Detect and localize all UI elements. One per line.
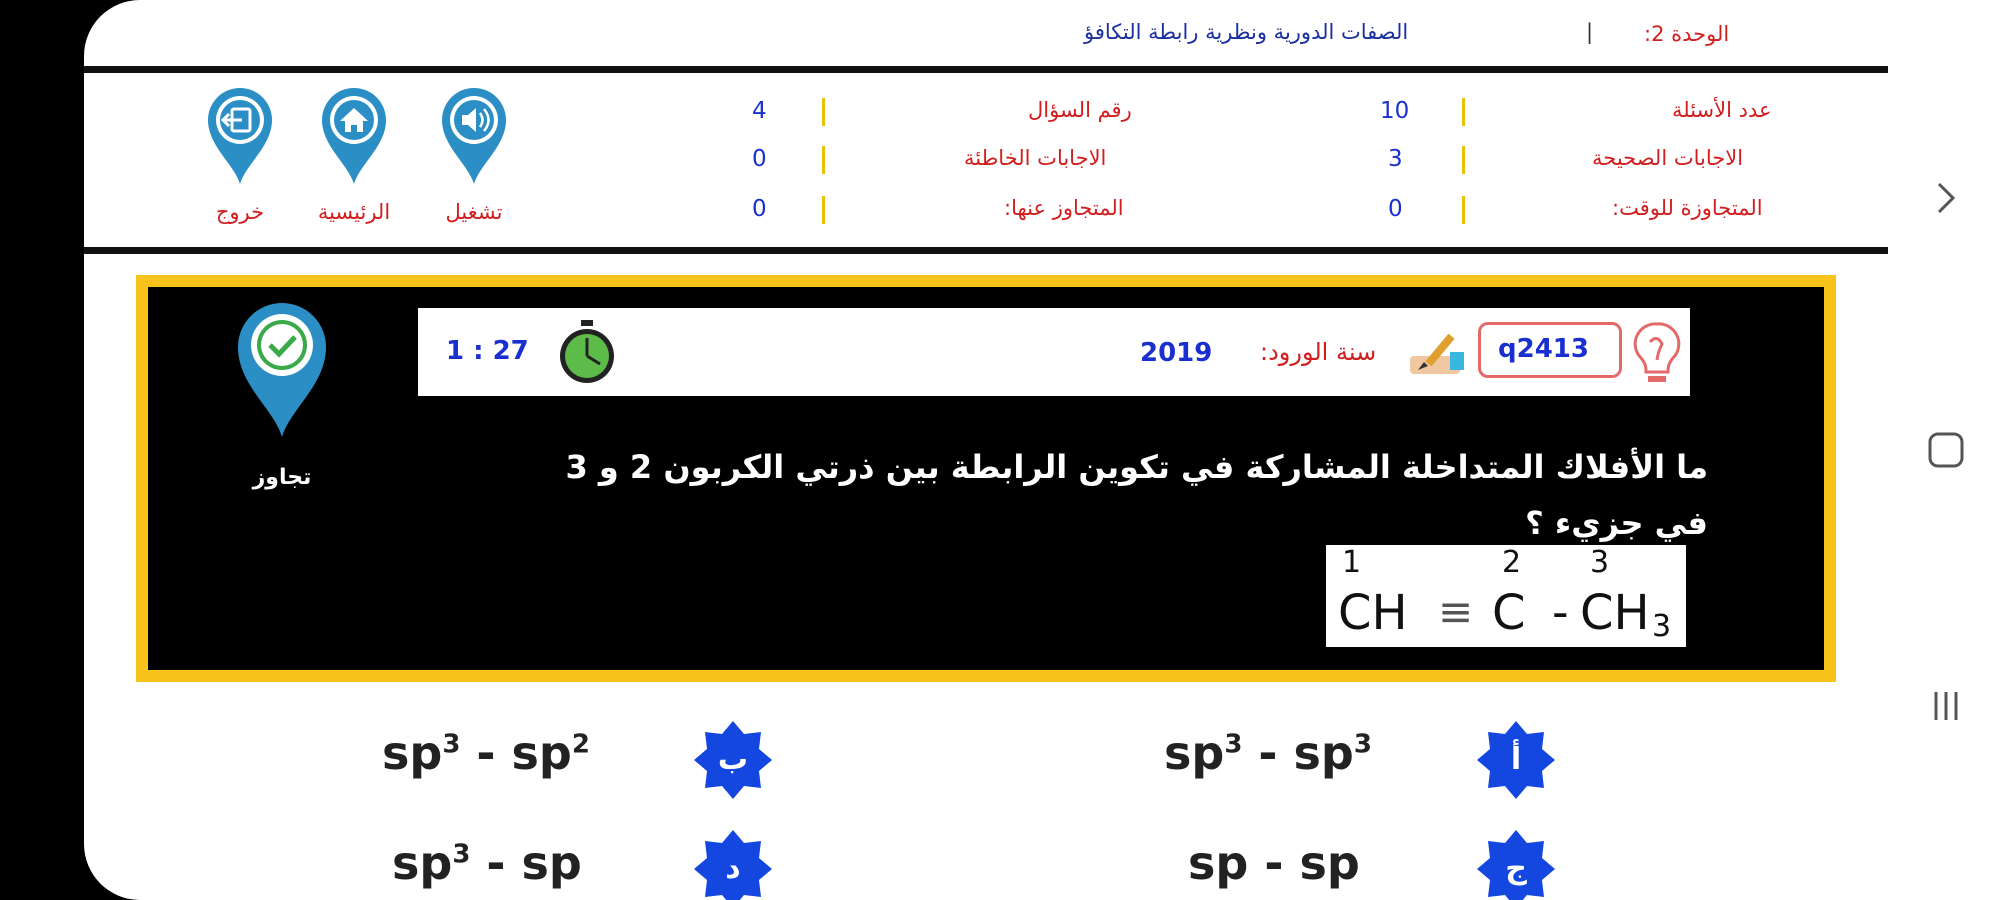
correct-answers-value: 3 (1388, 146, 1403, 172)
chevron-right-icon (1931, 178, 1961, 218)
option-exponent: 2 (571, 729, 590, 760)
option-exponent: 3 (452, 839, 471, 870)
skipped-value: 0 (752, 196, 767, 222)
unit-label: الوحدة 2: (1644, 22, 1730, 46)
option-exponent: 3 (1353, 729, 1372, 760)
atom-1: CH (1338, 585, 1408, 641)
skipped-label: المتجاوز عنها: (1004, 196, 1124, 220)
question-panel (136, 275, 1836, 682)
option-a-letter-wrap (1475, 719, 1557, 801)
exit-icon (204, 86, 276, 186)
triple-bond: ≡ (1438, 587, 1474, 636)
header-divider-top (84, 66, 1888, 73)
stat-separator (1462, 146, 1465, 174)
exit-label: خروج (215, 200, 265, 224)
year-value: 2019 (1140, 338, 1213, 368)
recent-apps-icon (1926, 686, 1966, 726)
system-navigation-bar (1888, 0, 2003, 900)
option-letter: أ (1510, 742, 1522, 777)
option-d-letter-wrap (692, 828, 774, 900)
question-number-value: 4 (752, 98, 767, 124)
atom-2: C (1492, 585, 1526, 641)
option-dash: - (470, 836, 522, 890)
skip-label: تجاوز (252, 465, 312, 490)
single-bond: - (1552, 585, 1569, 639)
option-term: sp (1299, 836, 1360, 890)
atom-number-3: 3 (1590, 545, 1610, 580)
total-questions-value: 10 (1380, 98, 1410, 124)
correct-answers-label: الاجابات الصحيحة (1592, 146, 1744, 170)
stat-separator (822, 146, 825, 174)
timeout-value: 0 (1388, 196, 1403, 222)
total-questions-label: عدد الأسئلة (1672, 98, 1772, 122)
stat-separator (822, 196, 825, 224)
atom-3: CH (1580, 585, 1650, 641)
option-b-text (382, 726, 590, 780)
question-info-bar (418, 308, 1690, 396)
square-icon (1926, 430, 1966, 470)
home-icon (318, 86, 390, 186)
quiz-app (84, 0, 1888, 900)
option-c-letter-wrap (1475, 828, 1557, 900)
stat-separator (1462, 196, 1465, 224)
lightbulb-icon (1628, 320, 1686, 388)
play-label: تشغيل (445, 200, 503, 224)
option-dash: - (460, 726, 512, 780)
option-term: sp (511, 726, 572, 780)
option-letter: د (725, 851, 741, 886)
check-icon (232, 299, 332, 439)
option-term: sp (1164, 726, 1225, 780)
option-c-text (1188, 836, 1360, 890)
atom-number-2: 2 (1502, 545, 1522, 580)
speaker-icon (438, 86, 510, 186)
option-dash: - (1242, 726, 1294, 780)
option-term: sp (392, 836, 453, 890)
option-term: sp (382, 726, 443, 780)
option-b-letter-wrap (692, 719, 774, 801)
question-code: q2413 (1498, 334, 1589, 364)
option-term: sp (1188, 836, 1249, 890)
question-number-label: رقم السؤال (1028, 98, 1132, 122)
wrong-answers-value: 0 (752, 146, 767, 172)
option-letter: ب (717, 742, 749, 777)
nav-home-button[interactable] (1888, 420, 2003, 480)
unit-separator: | (1586, 20, 1594, 44)
option-exponent: 3 (1224, 729, 1243, 760)
timeout-label: المتجاوزة للوقت: (1612, 196, 1763, 220)
unit-title: الصفات الدورية ونظرية رابطة التكافؤ (1084, 20, 1409, 44)
option-exponent: 3 (442, 729, 461, 760)
stat-separator (1462, 98, 1465, 126)
timer-value: 1 : 27 (446, 336, 529, 366)
atom-number-1: 1 (1342, 545, 1362, 580)
atom-3-subscript: 3 (1652, 609, 1672, 644)
stat-separator (822, 98, 825, 126)
nav-back-button[interactable] (1888, 168, 2003, 228)
chemical-formula (1326, 545, 1686, 647)
pencil-hand-icon (1406, 326, 1470, 380)
stopwatch-icon (556, 318, 618, 386)
option-term: sp (521, 836, 582, 890)
option-dash: - (1248, 836, 1300, 890)
year-label: سنة الورود: (1260, 338, 1377, 366)
header-divider-bottom (84, 247, 1888, 254)
nav-recent-apps-button[interactable] (1888, 676, 2003, 736)
question-text: ما الأفلاك المتداخلة المشاركة في تكوين الرابطة بين ذرتي الكربون 2 و 3 في جزيء ؟ (565, 448, 1708, 542)
option-letter: ج (1505, 851, 1527, 886)
home-label: الرئيسية (317, 200, 391, 224)
option-d-text (392, 836, 582, 890)
option-term: sp (1293, 726, 1354, 780)
option-a-text (1164, 726, 1372, 780)
wrong-answers-label: الاجابات الخاطئة (964, 146, 1107, 170)
